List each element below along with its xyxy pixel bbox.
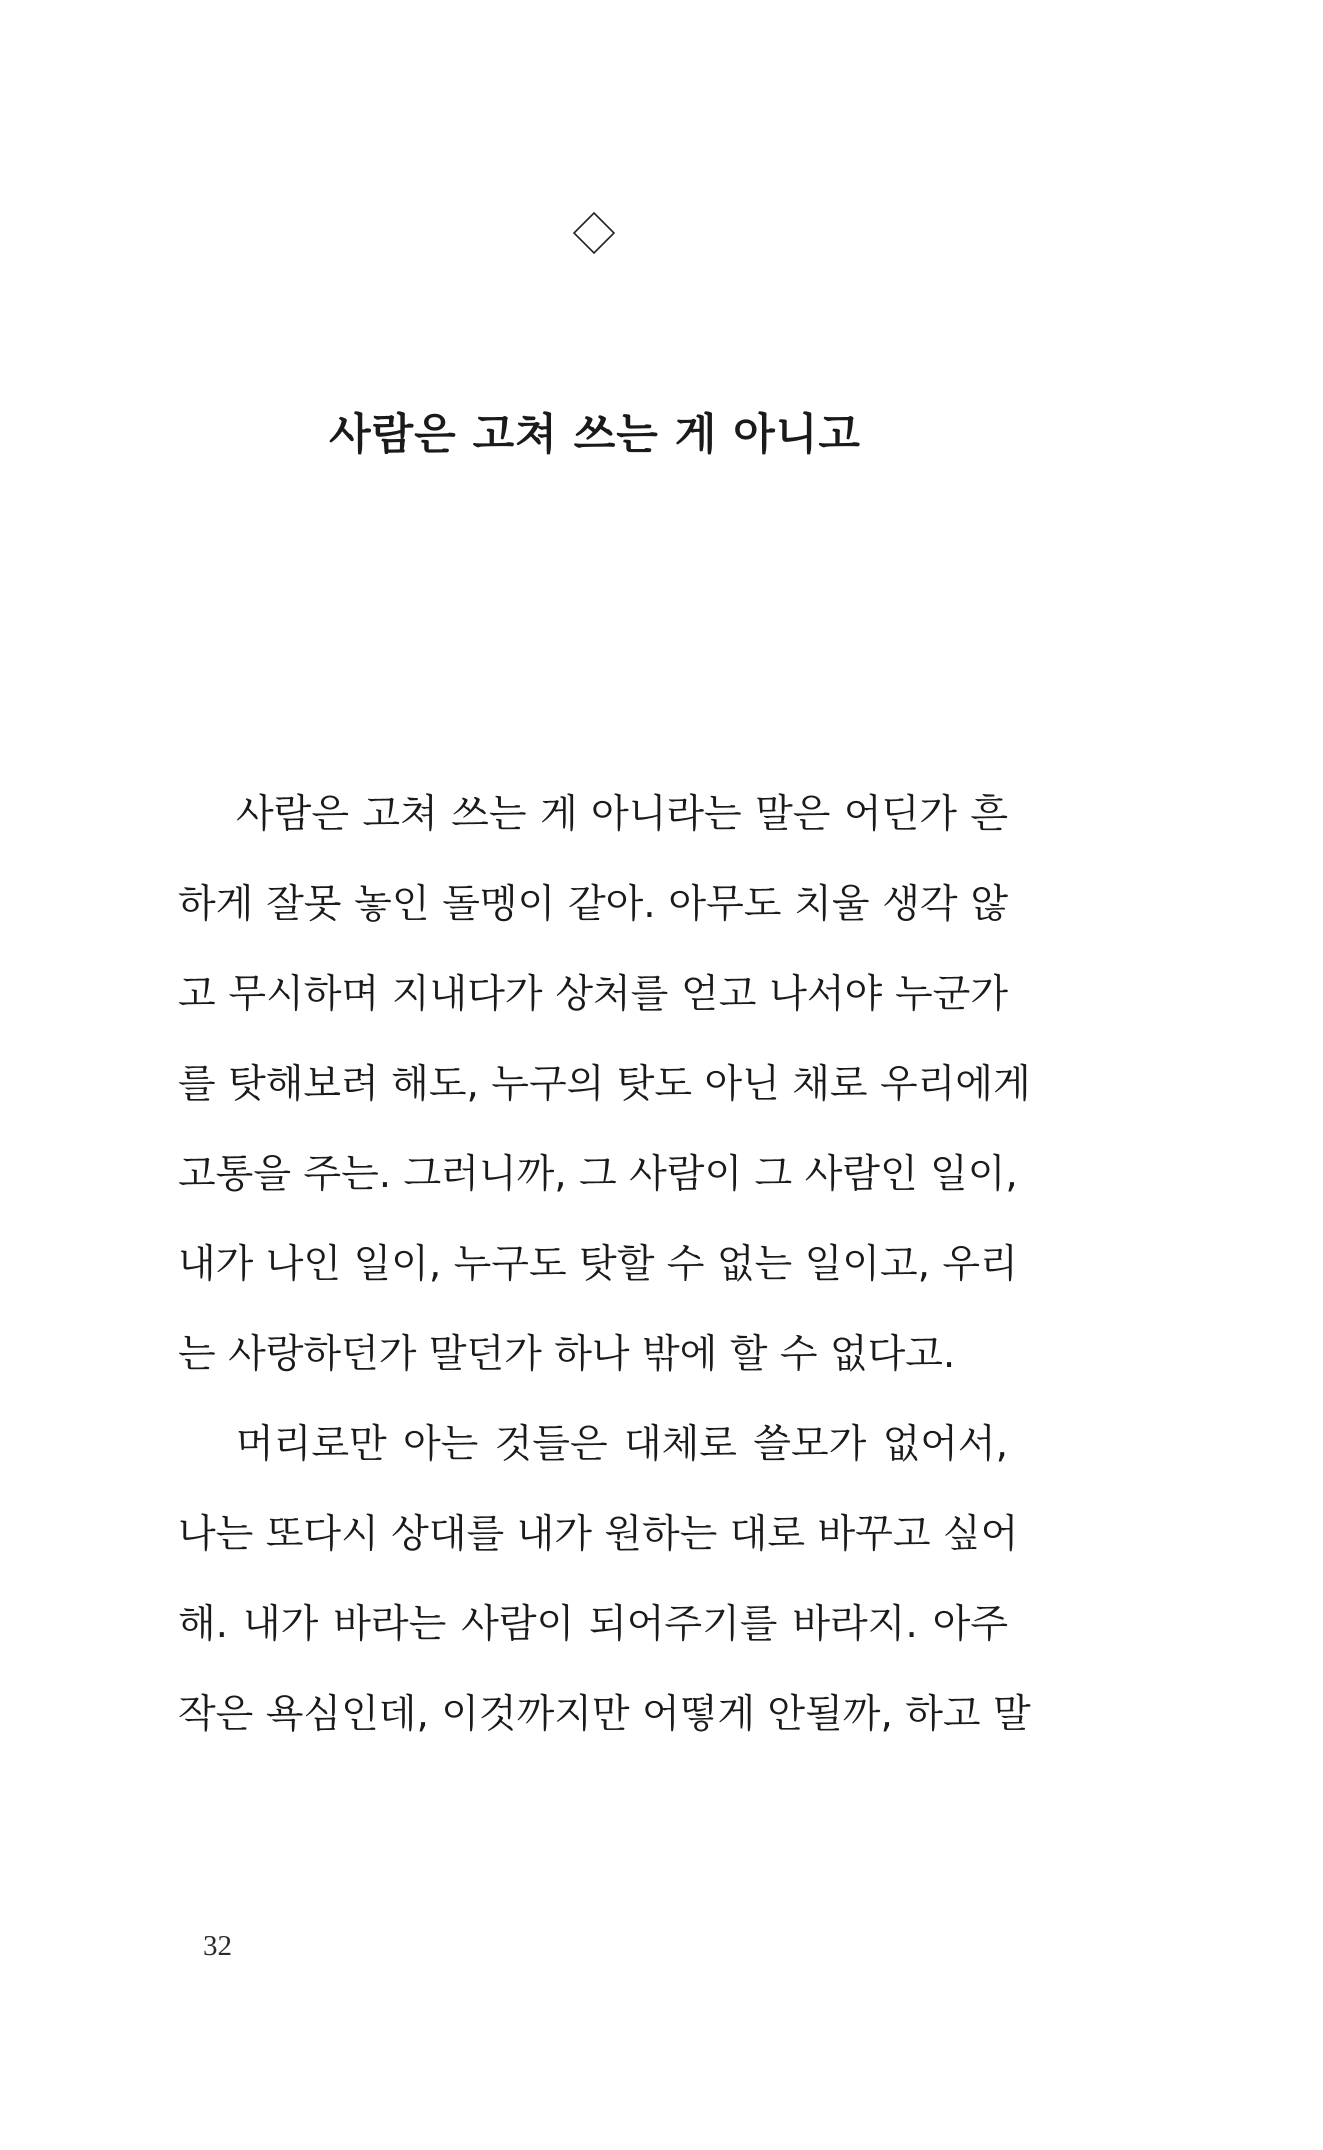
paragraph-1-line-4: 를 탓해보려 해도, 누구의 탓도 아닌 채로 우리에게 xyxy=(178,1062,1031,1107)
page-number: 32 xyxy=(203,1930,232,1962)
chapter-title: 사람은 고쳐 쓰는 게 아니고 xyxy=(329,410,861,460)
paragraph-1-line-6: 내가 나인 일이, 누구도 탓할 수 없는 일이고, 우리 xyxy=(178,1242,1018,1287)
diamond-outline-icon xyxy=(573,212,615,254)
paragraph-1-line-2: 하게 잘못 놓인 돌멩이 같아. 아무도 치울 생각 않 xyxy=(178,882,1008,927)
paragraph-2-line-3: 해. 내가 바라는 사람이 되어주기를 바라지. 아주 xyxy=(178,1602,1008,1647)
body-text xyxy=(178,770,1031,1760)
paragraph-1-line-1: 사람은 고쳐 쓰는 게 아니라는 말은 어딘가 흔 xyxy=(236,792,1008,837)
paragraph-1-line-7: 는 사랑하던가 말던가 하나 밖에 할 수 없다고. xyxy=(178,1332,956,1377)
paragraph-1-line-3: 고 무시하며 지내다가 상처를 얻고 나서야 누군가 xyxy=(178,972,1008,1017)
paragraph-2-line-2: 나는 또다시 상대를 내가 원하는 대로 바꾸고 싶어 xyxy=(178,1512,1019,1557)
paragraph-1-line-5: 고통을 주는. 그러니까, 그 사람이 그 사람인 일이, xyxy=(178,1152,1018,1197)
paragraph-2-line-1: 머리로만 아는 것들은 대체로 쓸모가 없어서, xyxy=(236,1422,1008,1467)
paragraph-2-line-4: 작은 욕심인데, 이것까지만 어떻게 안될까, 하고 말 xyxy=(178,1692,1031,1737)
